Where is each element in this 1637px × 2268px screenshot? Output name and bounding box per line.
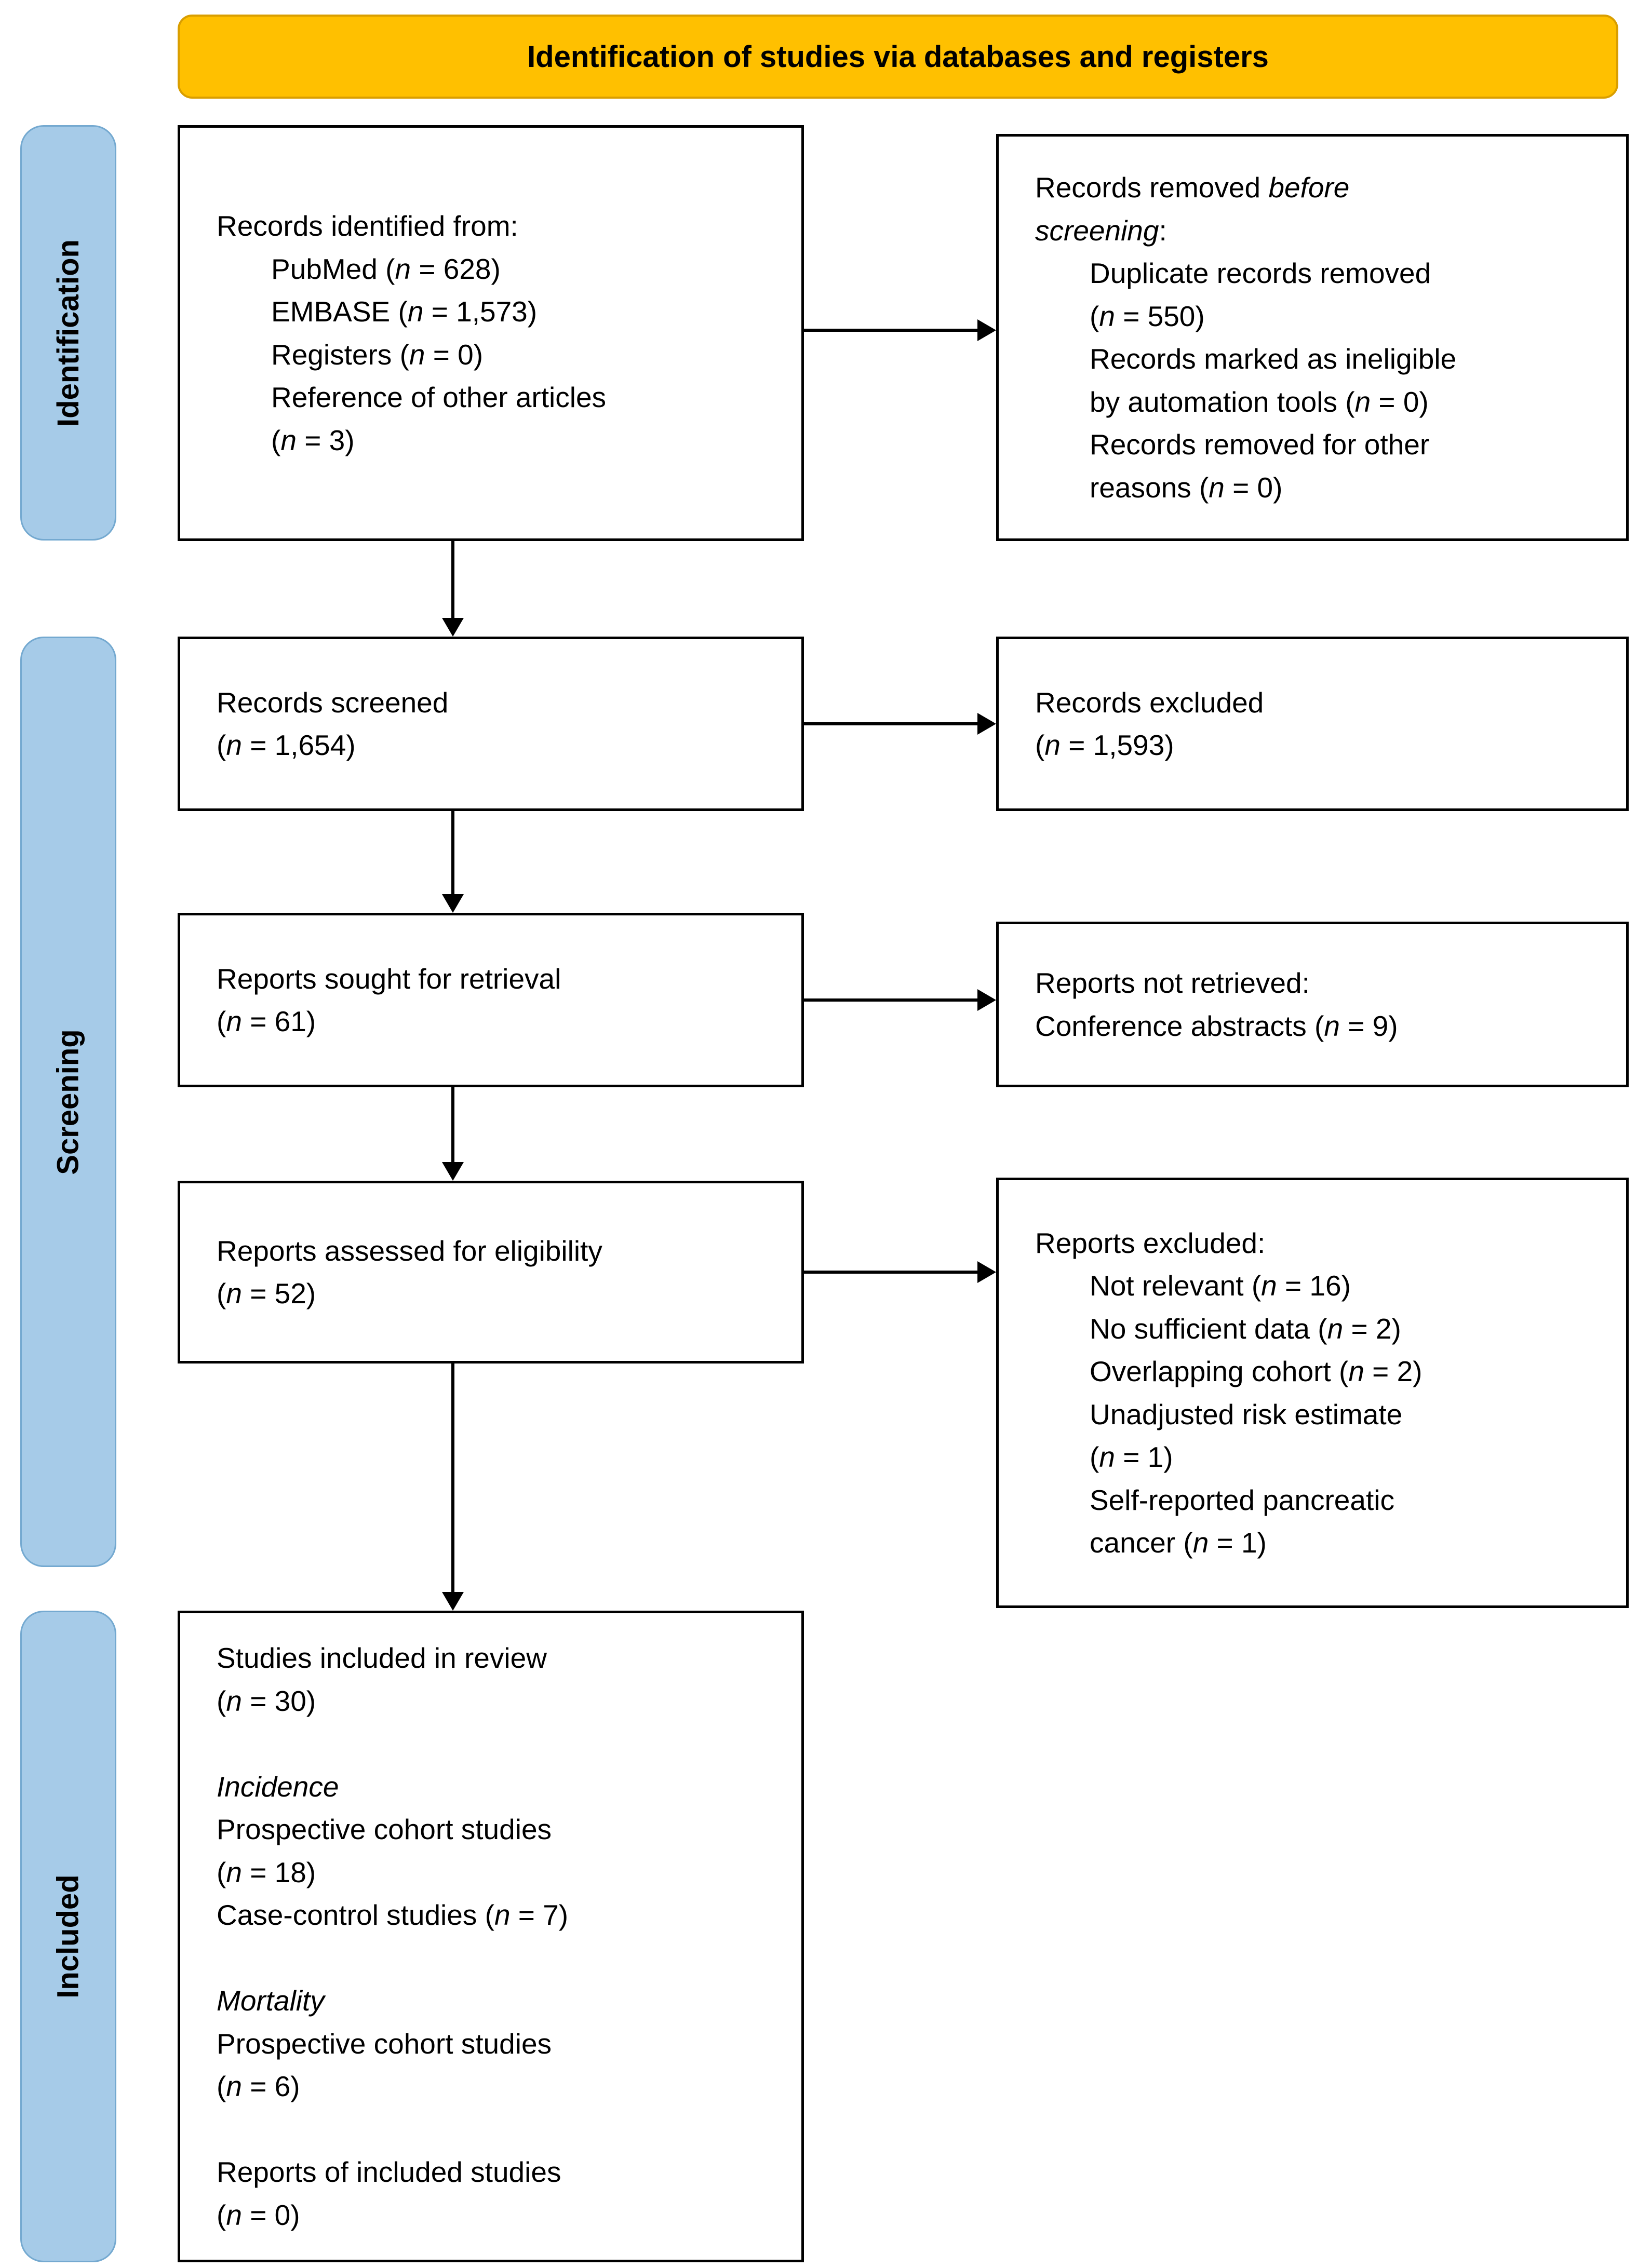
banner-title: Identification of studies via databases and registers	[527, 39, 1269, 74]
box-studies-included-in-review	[178, 1611, 804, 2262]
arrow-sought-to-not-retrieved-head	[977, 989, 996, 1011]
text-line: Reports not retrieved:	[1035, 967, 1310, 999]
stage-label-included: Included	[51, 1874, 85, 1999]
box-records-identified	[178, 125, 804, 541]
text-line: Studies included in review	[217, 1642, 547, 1674]
text-line: Records removed before	[1035, 171, 1350, 204]
arrow-identified-to-removed-head	[977, 319, 996, 341]
text-line: Records screened	[217, 686, 449, 719]
stage-bar-included	[20, 1611, 116, 2262]
box-reports-excluded	[996, 1178, 1629, 1608]
text-line: PubMed (n = 628)	[271, 252, 501, 285]
stage-bar-screening	[20, 637, 116, 1567]
text-line: Not relevant (n = 16)	[1090, 1270, 1351, 1302]
text-line: (n = 550)	[1090, 300, 1205, 332]
text-line: Reports of included studies	[217, 2156, 561, 2188]
text-line: (n = 6)	[217, 2070, 300, 2102]
text-line: Case-control studies (n = 7)	[217, 1899, 569, 1931]
text-line: (n = 30)	[217, 1684, 316, 1717]
text-line: by automation tools (n = 0)	[1090, 385, 1429, 418]
text-line: (n = 1,654)	[217, 729, 356, 761]
text-line: Records removed for other	[1090, 428, 1430, 461]
text-line: Reference of other articles	[271, 381, 607, 413]
text-line: Overlapping cohort (n = 2)	[1090, 1355, 1423, 1387]
stage-label-identification: Identification	[51, 239, 86, 427]
box-reports-sought-for-retrieval	[178, 913, 804, 1087]
text-line: (n = 61)	[217, 1005, 316, 1037]
stage-label-screening: Screening	[51, 1029, 85, 1175]
text-line	[217, 1722, 781, 1765]
text-line: (n = 0)	[217, 2198, 300, 2231]
text-line: Reports sought for retrieval	[217, 962, 561, 995]
arrow-screened-to-excluded-head	[977, 713, 996, 735]
arrow-assessed-to-included-line	[451, 1364, 454, 1594]
box-records-excluded	[996, 637, 1629, 811]
text-line: (n = 3)	[271, 424, 355, 456]
text-line: (n = 52)	[217, 1277, 316, 1310]
arrow-sought-to-assessed-head	[442, 1162, 464, 1181]
banner	[178, 15, 1618, 99]
text-line: No sufficient data (n = 2)	[1090, 1312, 1401, 1345]
arrow-screened-to-sought-line	[451, 811, 454, 896]
arrow-assessed-to-reports-excluded-line	[804, 1271, 979, 1274]
arrow-sought-to-not-retrieved-line	[804, 998, 979, 1002]
text-line: Prospective cohort studies	[217, 2027, 552, 2060]
text-line: EMBASE (n = 1,573)	[271, 295, 538, 328]
text-line: Registers (n = 0)	[271, 338, 484, 371]
text-line	[217, 2108, 781, 2151]
box-reports-not-retrieved	[996, 922, 1629, 1087]
text-line: Records excluded	[1035, 686, 1264, 719]
stage-bar-identification	[20, 125, 116, 541]
arrow-identified-to-screened-head	[442, 618, 464, 637]
text-line: Duplicate records removed	[1090, 257, 1431, 289]
box-records-screened	[178, 637, 804, 811]
box-records-removed-before-screening	[996, 134, 1629, 541]
arrow-screened-to-sought-head	[442, 894, 464, 913]
text-line: Prospective cohort studies	[217, 1813, 552, 1845]
text-line: Conference abstracts (n = 9)	[1035, 1009, 1398, 1042]
text-line: (n = 1)	[1090, 1441, 1173, 1473]
text-line: Self-reported pancreatic	[1090, 1483, 1394, 1516]
text-line: cancer (n = 1)	[1090, 1527, 1267, 1559]
text-line: Records identified from:	[217, 210, 518, 242]
arrow-assessed-to-reports-excluded-head	[977, 1261, 996, 1283]
text-line: reasons (n = 0)	[1090, 471, 1283, 504]
arrow-identified-to-screened-line	[451, 541, 454, 620]
arrow-sought-to-assessed-line	[451, 1087, 454, 1164]
text-line: screening:	[1035, 214, 1167, 247]
text-line: Reports assessed for eligibility	[217, 1234, 602, 1267]
text-line: (n = 1,593)	[1035, 729, 1174, 761]
text-line: Records marked as ineligible	[1090, 343, 1457, 375]
text-line	[217, 1937, 781, 1980]
text-line: Reports excluded:	[1035, 1226, 1266, 1259]
text-line: Incidence	[217, 1770, 339, 1803]
arrow-screened-to-excluded-line	[804, 722, 979, 725]
text-line: Mortality	[217, 1985, 325, 2017]
arrow-identified-to-removed-line	[804, 329, 979, 332]
box-reports-assessed-for-eligibility	[178, 1181, 804, 1364]
text-line: (n = 18)	[217, 1856, 316, 1888]
arrow-assessed-to-included-head	[442, 1592, 464, 1611]
text-line: Unadjusted risk estimate	[1090, 1398, 1403, 1430]
